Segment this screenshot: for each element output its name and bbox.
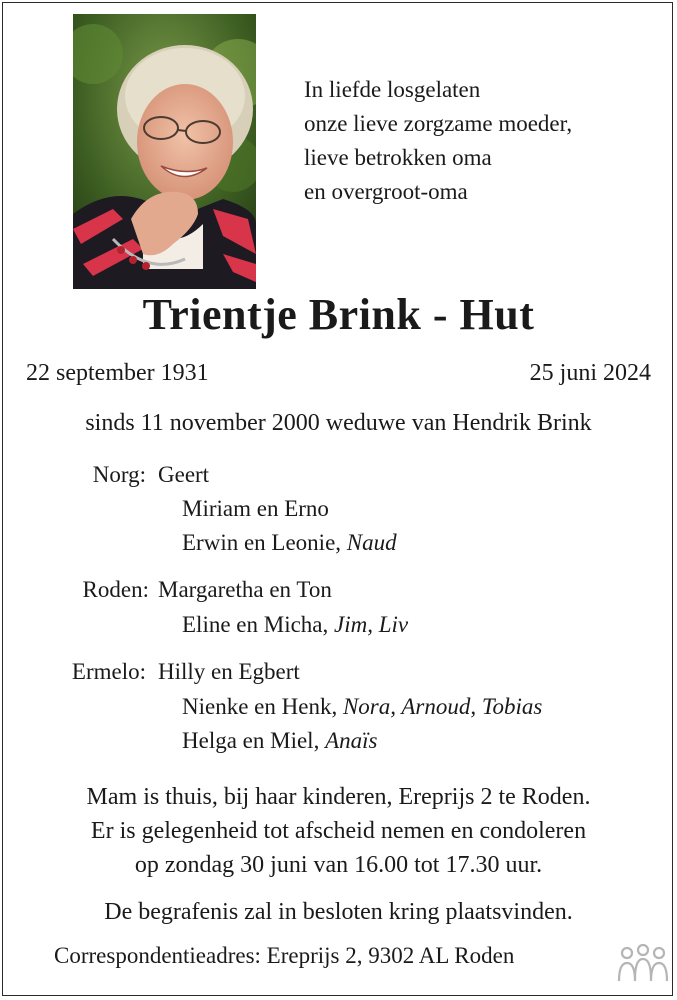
- grandkid-names: Nora, Arnoud, Tobias: [342, 694, 543, 719]
- family-people-icon: [617, 943, 669, 987]
- kid-names: Miriam en Erno: [182, 496, 329, 521]
- family-first-roden: Margaretha en Ton: [158, 577, 332, 602]
- intro-line: en overgroot-oma: [304, 179, 468, 204]
- intro-line: onze lieve zorgzame moeder,: [304, 111, 573, 136]
- kid-names: Erwin en Leonie,: [182, 530, 347, 555]
- funeral-line: De begrafenis zal in besloten kring plaatsvinden.: [104, 899, 573, 925]
- correspondence-address: Correspondentieadres: Ereprijs 2, 9302 AL Roden: [54, 943, 515, 968]
- family-kid-row: [182, 612, 408, 638]
- kid-names: Eline en Micha,: [182, 612, 335, 637]
- visit-line: Mam is thuis, bij haar kinderen, Ereprijs 2 te Roden.: [86, 784, 591, 810]
- deceased-name: Trientje Brink - Hut: [142, 290, 535, 339]
- family-place-ermelo: Ermelo:: [71, 659, 146, 684]
- birth-date: 22 september 1931: [26, 360, 209, 386]
- intro-line: In liefde losgelaten: [304, 77, 481, 102]
- kid-names: Nienke en Henk,: [182, 694, 343, 719]
- visit-info: [0, 780, 677, 882]
- portrait-photo: [73, 14, 256, 289]
- family-first-ermelo: Hilly en Egbert: [158, 659, 300, 684]
- visit-line: Er is gelegenheid tot afscheid nemen en condoleren: [90, 818, 587, 844]
- grandkid-names: Anaïs: [325, 728, 378, 753]
- grandkid-names: Naud: [346, 530, 397, 555]
- intro-line: lieve betrokken oma: [304, 145, 492, 170]
- family-kid-row: [182, 530, 397, 556]
- portrait-image: [73, 14, 256, 289]
- family-first-norg: Geert: [158, 462, 210, 487]
- family-place-norg: Norg:: [92, 462, 146, 487]
- visit-line: op zondag 30 juni van 16.00 tot 17.30 uur.: [134, 852, 543, 878]
- family-kid-row: [182, 728, 377, 754]
- grandkid-names: Jim, Liv: [334, 612, 409, 637]
- family-kid-row: [182, 694, 542, 720]
- intro-text: [304, 73, 572, 209]
- family-kid-row: [182, 496, 329, 522]
- death-date: 25 juni 2024: [529, 360, 651, 386]
- kid-names: Helga en Miel,: [182, 728, 326, 753]
- family-place-roden: Roden:: [82, 577, 149, 602]
- widow-line: sinds 11 november 2000 weduwe van Hendrik Brink: [85, 410, 592, 436]
